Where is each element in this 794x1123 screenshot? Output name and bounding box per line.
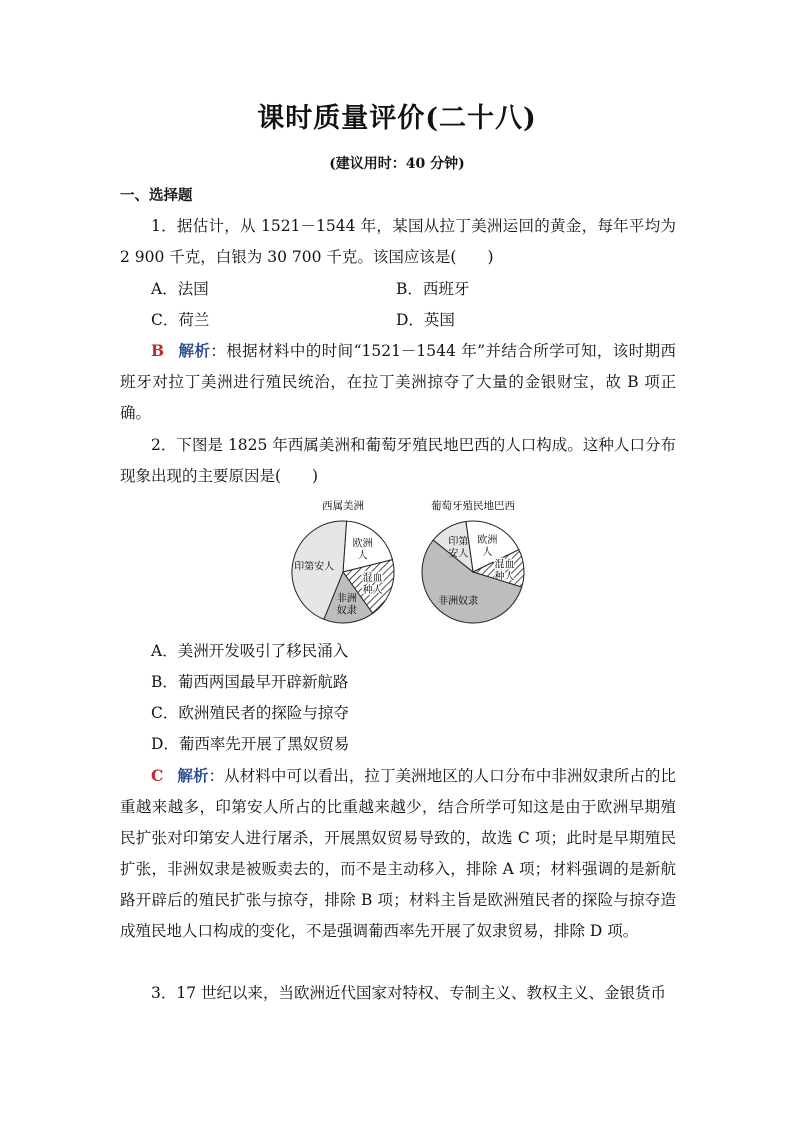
page-title: 课时质量评价(二十八) xyxy=(257,103,537,134)
q1-analysis xyxy=(120,335,676,429)
pie-slice-label: 印第安人 xyxy=(294,561,335,573)
pie-slice-label: 欧洲人 xyxy=(352,538,373,562)
q2-option-b: B．葡西两国最早开辟新航路 xyxy=(151,673,349,691)
pie-slice-label: 混血种人 xyxy=(494,559,515,583)
q1-analysis-tag: 解析 xyxy=(178,341,211,360)
pie-slice-label: 印第安人 xyxy=(448,536,469,560)
q2-analysis-tag: 解析 xyxy=(177,766,209,785)
section-heading: 一、选择题 xyxy=(120,187,193,204)
page-subtitle: (建议用时：40 分钟) xyxy=(329,156,465,172)
q1-answer-letter: B xyxy=(151,341,165,360)
pie-slice-label: 非洲奴隶 xyxy=(438,595,479,607)
question-2-stem: 2．下图是 1825 年西属美洲和葡萄牙殖民地巴西的人口构成。这种人口分布现象出现的主要原因是( ) xyxy=(120,436,676,485)
pie-slice-label: 混血种人 xyxy=(362,572,383,596)
q2-option-c: C．欧洲殖民者的探险与掠夺 xyxy=(151,704,349,722)
population-pie-charts xyxy=(280,493,540,633)
q1-analysis-text: ：根据材料中的时间“1521－1544 年”并结合所学可知，该时期西班牙对拉丁美洲进行殖民统治，在拉丁美洲掠夺了大量的金银财宝，故 B 项正确。 xyxy=(120,342,676,422)
q1-option-a: A．法国 xyxy=(151,280,209,298)
pie-charts-svg xyxy=(280,493,540,633)
question-3-stem: 3．17 世纪以来，当欧洲近代国家对特权、专制主义、教权主义、金银货币 xyxy=(151,984,667,1002)
q2-option-d: D．葡西率先开展了黑奴贸易 xyxy=(151,735,350,753)
pie-chart-1 xyxy=(292,499,394,623)
question-1-stem: 1．据估计，从 1521－1544 年，某国从拉丁美洲运回的黄金，每年平均为 2 900 千克，白银为 30 700 千克。该国应该是( ) xyxy=(120,217,676,266)
q1-option-c: C．荷兰 xyxy=(151,311,210,329)
q2-option-a: A．美洲开发吸引了移民涌入 xyxy=(151,642,349,660)
q2-analysis xyxy=(120,760,676,947)
q2-analysis-text: ：从材料中可以看出，拉丁美洲地区的人口分布中非洲奴隶所占的比重越来越多，印第安人所占的比重越来越少，结合所学可知这是由于欧洲早期殖民扩张对印第安人进行屠杀，开展黑奴贸易导致的，故选 C 项；此时是早期殖民扩张，非洲奴隶是被贩卖去的，而不是主动移入，排除 A 项；材料强调的是新航路开辟后的殖民扩张与掠夺，排除 B 项；材料主旨是欧洲殖民者的探险与掠夺造成殖民地人口构成的变化，不是强调葡西率先开展了奴隶贸易，排除 D 项。 xyxy=(120,767,676,940)
pie-slice-label: 欧洲人 xyxy=(477,534,498,558)
q1-option-d: D．英国 xyxy=(396,311,455,329)
pie-slice-label: 非洲奴隶 xyxy=(336,593,357,617)
q2-answer-letter: C xyxy=(151,766,164,785)
pie-title: 葡萄牙殖民地巴西 xyxy=(431,500,515,512)
pie-title: 西属美洲 xyxy=(322,500,364,512)
pie-chart-2 xyxy=(422,499,524,623)
q1-option-b: B．西班牙 xyxy=(396,280,470,298)
